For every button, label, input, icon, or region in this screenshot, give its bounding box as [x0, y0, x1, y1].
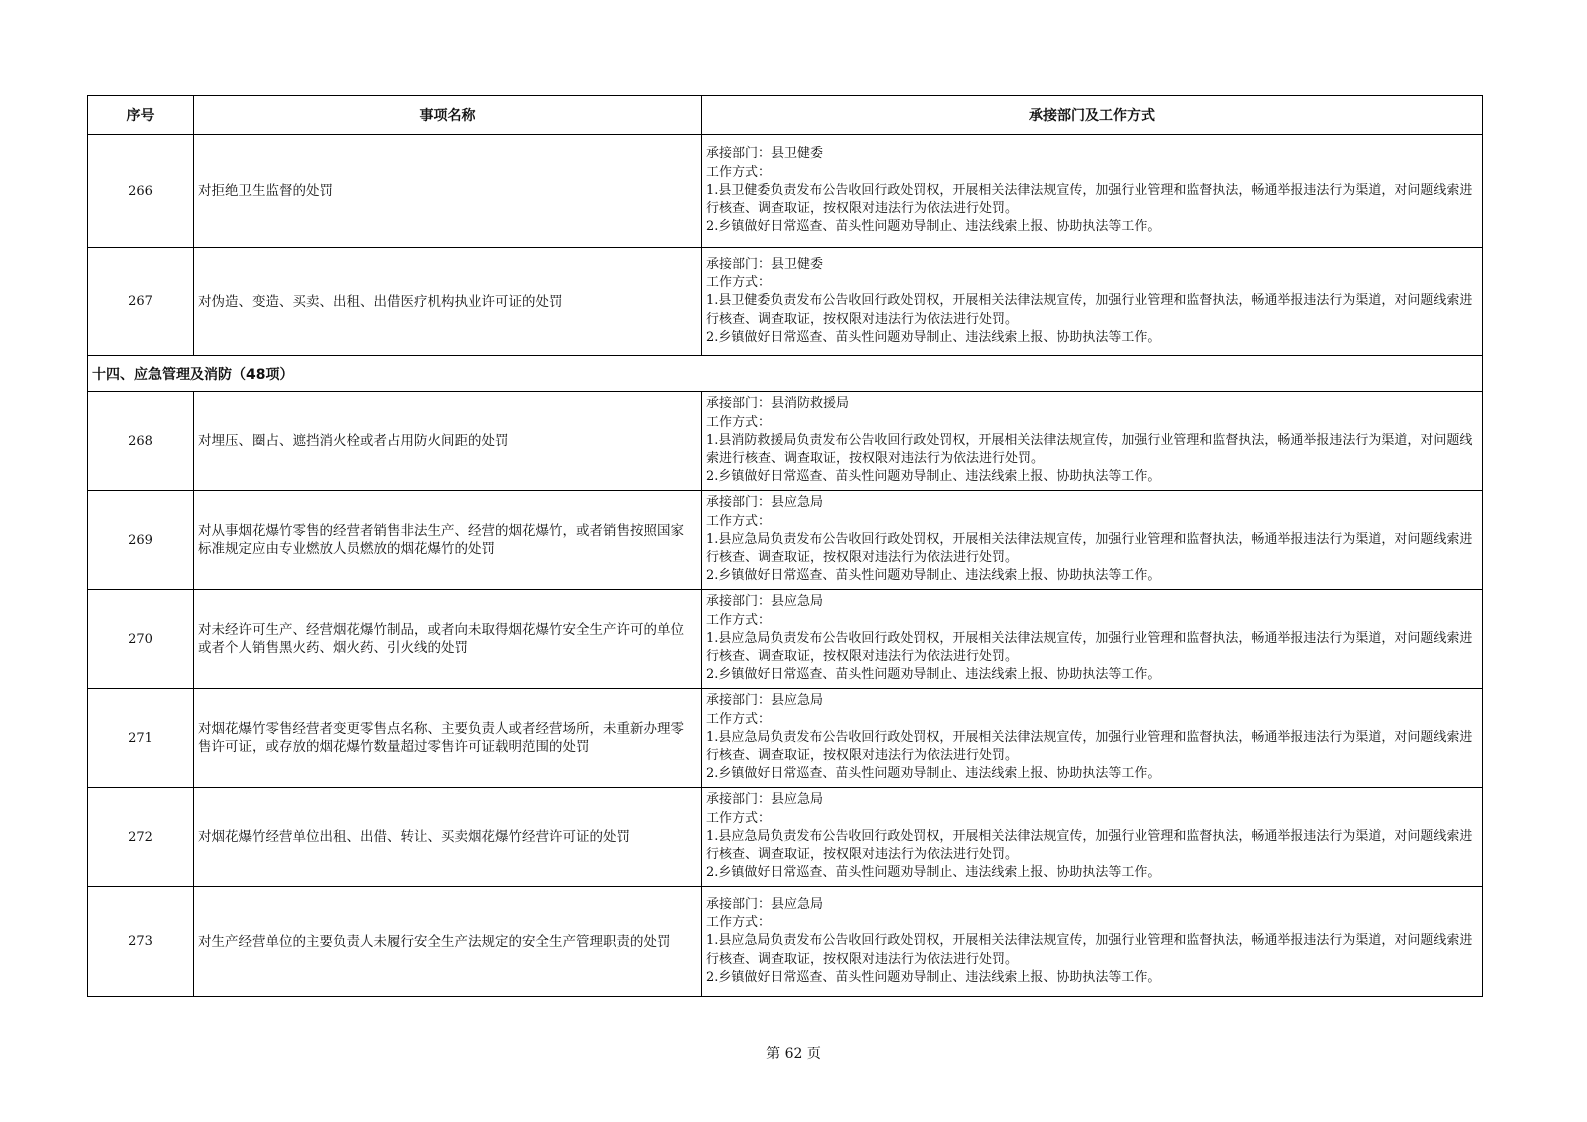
row-item1: 1.县卫健委负责发布公告收回行政处罚权，开展相关法律法规宣传，加强行业管理和监督执法，畅通举报违法行为渠道，对问题线索进行核查、调查取证，按权限对违法行为依法进行处罚。 — [706, 293, 1473, 327]
table-row — [88, 135, 1483, 248]
section-title: 十四、应急管理及消防（48项） — [88, 356, 1483, 392]
row-item1: 1.县消防救援局负责发布公告收回行政处罚权，开展相关法律法规宣传，加强行业管理和监督执法，畅通举报违法行为渠道，对问题线索进行核查、调查取证，按权限对违法行为依法进行处罚。 — [706, 432, 1473, 467]
table-row — [88, 887, 1483, 997]
row-dept: 承接部门：县应急局 — [706, 896, 824, 912]
row-mode: 工作方式： — [706, 612, 772, 628]
row-item1: 1.县应急局负责发布公告收回行政处罚权，开展相关法律法规宣传，加强行业管理和监督执法，畅通举报违法行为渠道，对问题线索进行核查、调查取证，按权限对违法行为依法进行处罚。 — [706, 933, 1473, 967]
row-name: 对烟花爆竹经营单位出租、出借、转让、买卖烟花爆竹经营许可证的处罚 — [194, 788, 702, 887]
row-name: 对未经许可生产、经营烟花爆竹制品，或者向未取得烟花爆竹安全生产许可的单位或者个人销售黑火药、烟火药、引火线的处罚 — [194, 590, 702, 689]
table-row — [88, 788, 1483, 887]
row-desc — [702, 788, 1483, 887]
row-desc — [702, 689, 1483, 788]
row-name: 对拒绝卫生监督的处罚 — [194, 135, 702, 248]
row-mode: 工作方式： — [706, 711, 772, 727]
header-seq: 序号 — [88, 96, 194, 135]
row-dept: 承接部门：县卫健委 — [706, 256, 824, 272]
table-header — [88, 96, 1483, 135]
row-seq: 273 — [88, 887, 194, 997]
row-name: 对从事烟花爆竹零售的经营者销售非法生产、经营的烟花爆竹，或者销售按照国家标准规定应由专业燃放人员燃放的烟花爆竹的处罚 — [194, 491, 702, 590]
row-mode: 工作方式： — [706, 810, 772, 826]
row-item2: 2.乡镇做好日常巡查、苗头性问题劝导制止、违法线索上报、协助执法等工作。 — [706, 969, 1161, 985]
row-seq: 266 — [88, 135, 194, 248]
row-seq: 268 — [88, 392, 194, 491]
row-item1: 1.县应急局负责发布公告收回行政处罚权，开展相关法律法规宣传，加强行业管理和监督执法，畅通举报违法行为渠道，对问题线索进行核查、调查取证，按权限对违法行为依法进行处罚。 — [706, 630, 1473, 665]
row-dept: 承接部门：县消防救援局 — [706, 396, 850, 412]
table-row — [88, 491, 1483, 590]
row-seq: 272 — [88, 788, 194, 887]
page-number: 第 62 页 — [766, 1046, 821, 1062]
row-mode: 工作方式： — [706, 275, 772, 291]
row-item2: 2.乡镇做好日常巡查、苗头性问题劝导制止、违法线索上报、协助执法等工作。 — [706, 766, 1161, 782]
row-item1: 1.县应急局负责发布公告收回行政处罚权，开展相关法律法规宣传，加强行业管理和监督执法，畅通举报违法行为渠道，对问题线索进行核查、调查取证，按权限对违法行为依法进行处罚。 — [706, 828, 1473, 863]
row-desc — [702, 887, 1483, 997]
table-row — [88, 590, 1483, 689]
row-item1: 1.县应急局负责发布公告收回行政处罚权，开展相关法律法规宣传，加强行业管理和监督执法，畅通举报违法行为渠道，对问题线索进行核查、调查取证，按权限对违法行为依法进行处罚。 — [706, 729, 1473, 764]
header-name: 事项名称 — [194, 96, 702, 135]
table-row — [88, 248, 1483, 356]
row-dept: 承接部门：县应急局 — [706, 792, 824, 808]
row-desc — [702, 392, 1483, 491]
row-name: 对烟花爆竹零售经营者变更零售点名称、主要负责人或者经营场所，未重新办理零售许可证，或存放的烟花爆竹数量超过零售许可证载明范围的处罚 — [194, 689, 702, 788]
row-item2: 2.乡镇做好日常巡查、苗头性问题劝导制止、违法线索上报、协助执法等工作。 — [706, 667, 1161, 683]
table-row — [88, 689, 1483, 788]
row-dept: 承接部门：县应急局 — [706, 693, 824, 709]
item-table — [87, 95, 1483, 997]
row-mode: 工作方式： — [706, 164, 772, 180]
row-desc — [702, 590, 1483, 689]
row-desc — [702, 248, 1483, 356]
header-dept: 承接部门及工作方式 — [702, 96, 1483, 135]
row-seq: 267 — [88, 248, 194, 356]
row-seq: 269 — [88, 491, 194, 590]
row-desc — [702, 491, 1483, 590]
row-mode: 工作方式： — [706, 513, 772, 529]
table-row — [88, 392, 1483, 491]
row-dept: 承接部门：县应急局 — [706, 495, 824, 511]
row-item2: 2.乡镇做好日常巡查、苗头性问题劝导制止、违法线索上报、协助执法等工作。 — [706, 865, 1161, 881]
row-item1: 1.县卫健委负责发布公告收回行政处罚权，开展相关法律法规宣传，加强行业管理和监督执法，畅通举报违法行为渠道，对问题线索进行核查、调查取证，按权限对违法行为依法进行处罚。 — [706, 182, 1473, 217]
row-mode: 工作方式： — [706, 414, 772, 430]
row-dept: 承接部门：县卫健委 — [706, 146, 824, 162]
section-row — [88, 356, 1483, 392]
row-item2: 2.乡镇做好日常巡查、苗头性问题劝导制止、违法线索上报、协助执法等工作。 — [706, 469, 1161, 485]
row-seq: 270 — [88, 590, 194, 689]
row-item2: 2.乡镇做好日常巡查、苗头性问题劝导制止、违法线索上报、协助执法等工作。 — [706, 219, 1161, 235]
row-mode: 工作方式： — [706, 915, 772, 931]
row-name: 对埋压、圈占、遮挡消火栓或者占用防火间距的处罚 — [194, 392, 702, 491]
row-item2: 2.乡镇做好日常巡查、苗头性问题劝导制止、违法线索上报、协助执法等工作。 — [706, 568, 1161, 584]
row-seq: 271 — [88, 689, 194, 788]
row-name: 对生产经营单位的主要负责人未履行安全生产法规定的安全生产管理职责的处罚 — [194, 887, 702, 997]
row-dept: 承接部门：县应急局 — [706, 594, 824, 610]
row-item1: 1.县应急局负责发布公告收回行政处罚权，开展相关法律法规宣传，加强行业管理和监督执法，畅通举报违法行为渠道，对问题线索进行核查、调查取证，按权限对违法行为依法进行处罚。 — [706, 531, 1473, 566]
row-desc — [702, 135, 1483, 248]
row-item2: 2.乡镇做好日常巡查、苗头性问题劝导制止、违法线索上报、协助执法等工作。 — [706, 329, 1161, 345]
row-name: 对伪造、变造、买卖、出租、出借医疗机构执业许可证的处罚 — [194, 248, 702, 356]
